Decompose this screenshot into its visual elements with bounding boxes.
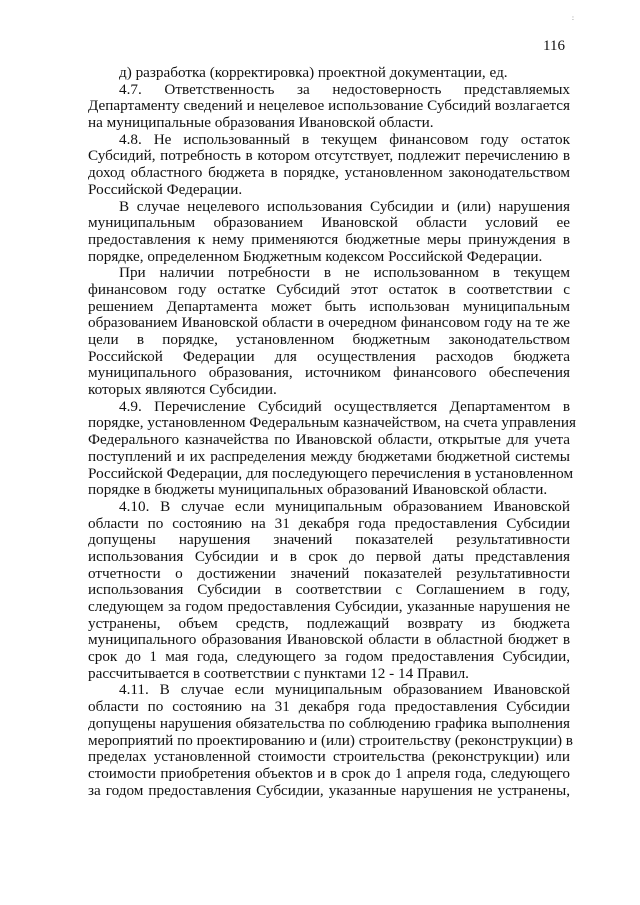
text-line: При наличии потребности в не использованном в текущем bbox=[119, 264, 570, 282]
text-line: устранены, объем средств, подлежащий возврату из бюджета bbox=[88, 614, 570, 632]
text-line: д) разработка (корректировка) проектной документации, ед. bbox=[119, 64, 508, 81]
text-line: области по состоянию на 31 декабря года предоставления Субсидии bbox=[88, 514, 570, 532]
text-line: порядке, определенном Бюджетным кодексом Российской Федерации. bbox=[88, 247, 543, 265]
text-line: 4.11. В случае если муниципальным образованием Ивановской bbox=[119, 681, 570, 699]
text-line: следующем за годом предоставления Субсидии, указанные нарушения не bbox=[88, 598, 570, 615]
text-line: Департаменту сведений и нецелевое использование Субсидий возлагается bbox=[88, 97, 570, 115]
text-line: финансовом году остатке Субсидий этот остаток в соответствии с bbox=[88, 280, 570, 298]
text-line: поступлений и их распределения между бюджетами бюджетной системы bbox=[88, 447, 570, 465]
text-line: допущены нарушения значений показателей результативности bbox=[88, 531, 570, 549]
text-line: рассчитывается в соответствии с пунктами 12 - 14 Правил. bbox=[88, 664, 469, 682]
scan-corner-mark: : bbox=[572, 14, 574, 22]
text-line: на муниципальные образования Ивановской области. bbox=[88, 114, 434, 132]
text-line: мероприятий по проектированию и (или) строительству (реконструкции) в bbox=[88, 731, 573, 749]
text-line: цели в порядке, установленном бюджетным законодательством bbox=[88, 331, 570, 348]
text-line: 4.10. В случае если муниципальным образованием Ивановской bbox=[119, 497, 570, 515]
text-line: Российской Федерации, для последующего перечисления в установленном bbox=[88, 464, 574, 482]
text-line: Субсидий, потребность в котором отсутствует, подлежит перечислению в bbox=[88, 147, 570, 165]
text-line: предоставления к нему применяются бюджетные меры принуждения в bbox=[88, 230, 570, 248]
text-line: муниципального образования, источником финансового обеспечения bbox=[88, 364, 570, 382]
text-line: отчетности о достижении значений показателей результативности bbox=[88, 564, 570, 582]
text-line: муниципальным образованием Ивановской области условий ее bbox=[88, 214, 570, 232]
text-line: допущены нарушения обязательства по соблюдению графика выполнения bbox=[88, 714, 570, 732]
text-line: использования Субсидии в соответствии с Соглашением в году, bbox=[88, 581, 570, 599]
text-line: образованием Ивановской области в очередном финансовом году на те же bbox=[88, 314, 570, 332]
text-line: порядке в бюджеты муниципальных образований Ивановской области. bbox=[88, 481, 548, 499]
text-line: 4.8. Не использованный в текущем финансовом году остаток bbox=[119, 130, 570, 148]
text-line: 4.9. Перечисление Субсидий осуществляется Департаментом в bbox=[119, 397, 570, 415]
text-line: за годом предоставления Субсидии, указанные нарушения не устранены, bbox=[88, 781, 570, 799]
text-line: В случае нецелевого использования Субсидии и (или) нарушения bbox=[119, 197, 570, 215]
text-line: использования Субсидии и в срок до первой даты представления bbox=[88, 547, 570, 565]
text-line: доход областного бюджета в порядке, установленном законодательством bbox=[88, 164, 570, 182]
document-body bbox=[88, 64, 577, 799]
text-line: срок до 1 мая года, следующего за годом предоставления Субсидии, bbox=[88, 648, 570, 666]
text-line: области по состоянию на 31 декабря года предоставления Субсидии bbox=[88, 698, 570, 716]
text-line: 4.7. Ответственность за недостоверность представляемых bbox=[119, 80, 570, 98]
text-line: пределах установленной стоимости строительства (реконструкции) или bbox=[88, 748, 570, 766]
text-line: стоимости приобретения объектов и в срок до 1 апреля года, следующего bbox=[88, 764, 570, 782]
text-line: Российской Федерации для осуществления расходов бюджета bbox=[88, 347, 570, 365]
text-line: Федерального казначейства по Ивановской области, открытые для учета bbox=[88, 431, 570, 449]
text-line: муниципального образования Ивановской области в областной бюджет в bbox=[88, 631, 570, 649]
text-line: порядке, установленном Федеральным казначейством, на счета управления bbox=[88, 414, 577, 432]
text-line: которых являются Субсидии. bbox=[88, 381, 277, 399]
page-number: 116 bbox=[543, 38, 565, 54]
text-line: Российской Федерации. bbox=[88, 180, 243, 198]
text-line: решением Департамента может быть использован муниципальным bbox=[88, 297, 570, 315]
